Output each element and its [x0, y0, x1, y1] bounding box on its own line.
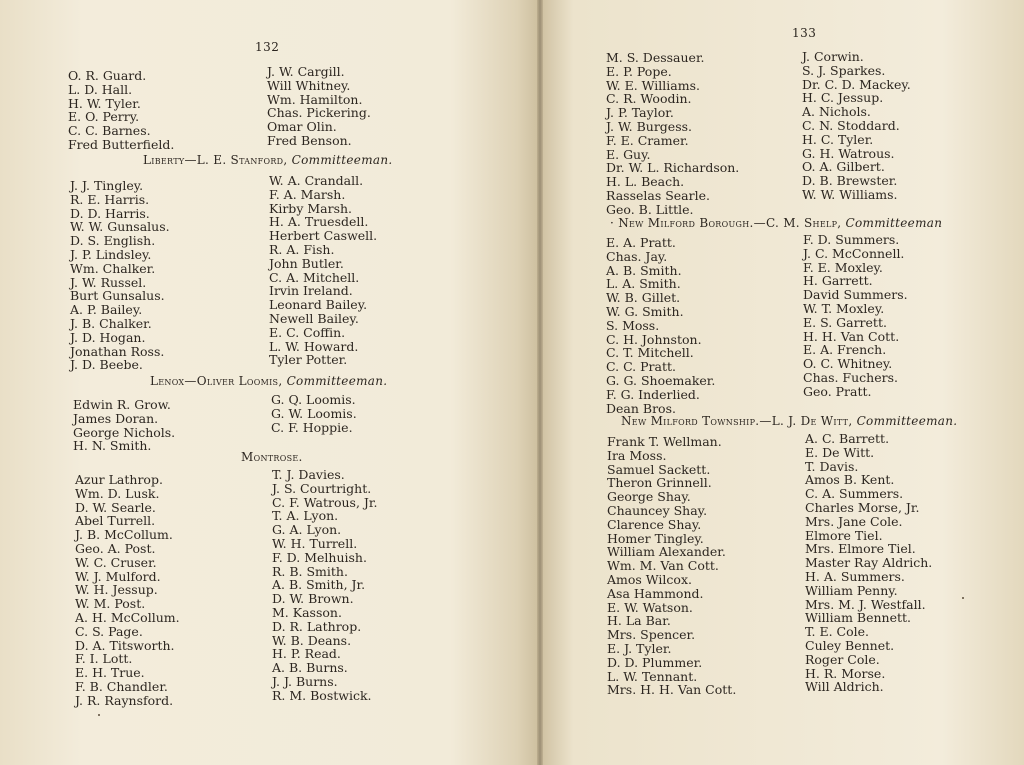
name-entry: J. P. Lindsley. [70, 246, 152, 262]
right-page [540, 0, 1024, 765]
name-entry: George Shay. [607, 489, 691, 505]
name-entry: W. W. Gunsalus. [70, 219, 170, 235]
name-entry: O. A. Gilbert. [802, 159, 885, 175]
name-entry: C. S. Page. [75, 623, 143, 639]
name-entry: G. Q. Loomis. [271, 392, 356, 407]
name-entry: Mrs. Spencer. [607, 627, 696, 643]
name-entry: Leonard Bailey. [269, 297, 368, 313]
name-entry: Tyler Potter. [269, 352, 348, 368]
section-heading-new-milford-borough: · New Milford Borough.—C. M. Shelp, Committeeman [610, 216, 943, 230]
name-entry: W. W. Williams. [802, 186, 898, 202]
name-entry: T. A. Lyon. [272, 508, 339, 524]
name-entry: Kirby Marsh. [269, 200, 353, 216]
name-column [271, 393, 357, 434]
section-heading-lenox: Lenox—Oliver Loomis, Committeeman. [150, 374, 388, 388]
name-entry: D. R. Lathrop. [272, 618, 362, 634]
section-heading-liberty: Liberty—L. E. Stanford, Committeeman. [143, 153, 393, 167]
name-column [272, 468, 377, 703]
name-entry: E. C. Coffin. [269, 324, 346, 340]
name-entry: Abel Turrell. [75, 513, 156, 529]
name-entry: A. C. Barrett. [805, 431, 890, 446]
name-entry: L. D. Hall. [68, 81, 133, 97]
name-entry: A. B. Burns. [272, 660, 348, 676]
name-entry: C. N. Stoddard. [802, 117, 900, 133]
name-entry: Frank T. Wellman. [607, 434, 722, 449]
section-heading-new-milford-township: New Milford Township.—L. J. De Witt, Committeeman. [621, 414, 958, 428]
name-entry: S. J. Sparkes. [802, 62, 886, 78]
name-entry: F. D. Melhuish. [272, 549, 367, 565]
heading-place: New Milford Borough. [618, 216, 754, 230]
name-entry: George Nichols. [73, 424, 176, 440]
name-entry: D. D. Plummer. [607, 654, 703, 670]
ink-speck [98, 714, 100, 716]
name-entry: W. C. Cruser. [75, 554, 157, 570]
section-heading-montrose [241, 450, 303, 464]
name-entry: Burt Gunsalus. [70, 288, 165, 304]
heading-leader: L. J. De Witt, [771, 414, 853, 428]
name-entry: Jonathan Ross. [70, 343, 165, 359]
name-entry: W. T. Moxley. [803, 300, 885, 316]
name-entry: C. F. Watrous, Jr. [272, 494, 378, 510]
name-entry: C. C. Barnes. [68, 123, 151, 139]
name-entry: E. De Witt. [805, 444, 875, 460]
heading-leader: C. M. Shelp, [765, 216, 842, 230]
name-entry: Fred Benson. [267, 132, 352, 148]
name-entry: O. R. Guard. [68, 68, 147, 83]
name-entry: E. A. Pratt. [606, 235, 676, 250]
name-entry: R. A. Fish. [269, 241, 335, 257]
name-entry: J. W. Cargill. [267, 64, 345, 79]
name-entry: H. W. Tyler. [68, 95, 141, 111]
name-entry: J. S. Courtright. [272, 480, 372, 496]
name-entry: D. D. Harris. [70, 205, 150, 221]
name-column [606, 236, 715, 415]
name-entry: Amos Wilcox. [607, 571, 692, 587]
name-entry: J. W. Burgess. [606, 118, 693, 134]
name-entry: E. J. Tyler. [607, 640, 672, 656]
name-entry: J. W. Russel. [70, 274, 147, 290]
name-entry: Geo. A. Post. [75, 540, 156, 556]
name-entry: C. R. Woodin. [606, 91, 692, 107]
name-entry: E. O. Perry. [68, 109, 140, 125]
name-entry: E. S. Garrett. [803, 314, 887, 330]
name-entry: E. A. French. [803, 342, 887, 358]
name-entry: J. C. McConnell. [803, 245, 905, 261]
name-entry: W. H. Jessup. [75, 582, 158, 598]
name-entry: D. A. Titsworth. [75, 637, 175, 653]
name-entry: A. H. McCollum. [75, 609, 180, 625]
name-entry: Wm. Hamilton. [267, 91, 363, 107]
name-entry: Irvin Ireland. [269, 283, 353, 299]
name-entry: James Doran. [73, 410, 159, 426]
name-entry: John Butler. [269, 255, 344, 271]
name-entry: Geo. B. Little. [606, 201, 694, 217]
name-entry: W. M. Post. [75, 596, 146, 612]
name-entry: L. W. Howard. [269, 338, 359, 354]
name-entry: H. H. Van Cott. [803, 328, 900, 344]
name-entry: T. Davis. [805, 458, 859, 474]
name-entry: Mrs. M. J. Westfall. [805, 596, 926, 612]
name-entry: A. P. Bailey. [70, 302, 143, 318]
name-entry: F. E. Moxley. [803, 259, 883, 275]
name-entry: W. B. Deans. [272, 632, 352, 648]
name-entry: H. P. Read. [272, 646, 341, 662]
name-entry: J. J. Burns. [272, 673, 338, 689]
name-entry: Newell Bailey. [269, 310, 359, 326]
heading-leader: L. E. Stanford, [196, 153, 288, 167]
name-entry: Wm. M. Van Cott. [607, 558, 719, 574]
name-column [805, 432, 932, 694]
name-entry: J. P. Taylor. [606, 105, 674, 121]
name-entry: A. Nichols. [802, 104, 871, 120]
name-entry: Chas. Jay. [606, 248, 668, 264]
heading-role: Committeeman. [291, 153, 393, 167]
name-column [803, 233, 908, 399]
name-entry: Master Ray Aldrich. [805, 555, 933, 571]
name-entry: Rasselas Searle. [606, 187, 710, 203]
heading-place: Lenox [150, 374, 185, 388]
name-entry: Charles Morse, Jr. [805, 499, 920, 515]
name-entry: C. H. Johnston. [606, 331, 702, 347]
name-entry: Asa Hammond. [607, 585, 704, 601]
heading-role: Committeeman [845, 216, 943, 230]
name-entry: F. E. Cramer. [606, 132, 689, 148]
name-column [606, 51, 739, 217]
name-entry: Wm. D. Lusk. [75, 485, 160, 501]
page-number: 133 [792, 26, 817, 40]
name-entry: A. B. Smith, Jr. [272, 577, 366, 593]
name-entry: Chauncey Shay. [607, 502, 708, 518]
name-entry: Ira Moss. [607, 447, 667, 463]
name-entry: H. A. Summers. [805, 568, 905, 584]
name-entry: W. H. Turrell. [272, 535, 358, 551]
name-entry: Will Whitney. [267, 77, 351, 93]
name-entry: G. H. Watrous. [802, 145, 895, 161]
name-entry: J. R. Raynsford. [75, 692, 174, 708]
name-entry: David Summers. [803, 287, 908, 303]
name-entry: C. C. Pratt. [606, 359, 676, 375]
name-entry: Mrs. Elmore Tiel. [805, 541, 916, 557]
name-entry: Dean Bros. [606, 400, 676, 416]
name-entry: Homer Tingley. [607, 530, 704, 546]
name-column [802, 50, 911, 202]
name-entry: H. La Bar. [607, 613, 671, 629]
name-entry: C. A. Mitchell. [269, 269, 360, 285]
name-entry: J. B. McCollum. [75, 527, 173, 543]
name-entry: Wm. Chalker. [70, 260, 156, 276]
name-entry: Geo. Pratt. [803, 383, 872, 399]
name-entry: H. C. Tyler. [802, 131, 874, 147]
name-entry: J. Corwin. [802, 49, 864, 64]
name-entry: William Alexander. [607, 544, 726, 560]
name-entry: G. G. Shoemaker. [606, 372, 716, 388]
name-entry: William Penny. [805, 582, 898, 598]
name-entry: C. F. Hoppie. [271, 419, 353, 435]
name-entry: C. A. Summers. [805, 486, 904, 502]
name-entry: H. N. Smith. [73, 438, 152, 454]
name-entry: Elmore Tiel. [805, 527, 883, 543]
name-column [68, 69, 174, 152]
name-column [269, 174, 377, 367]
name-entry: Samuel Sackett. [607, 461, 711, 477]
name-entry: F. B. Chandler. [75, 678, 168, 694]
name-entry: D. W. Searle. [75, 499, 156, 515]
heading-place: New Milford Township. [621, 414, 760, 428]
name-entry: Roger Cole. [805, 651, 880, 667]
name-entry: Herbert Caswell. [269, 228, 378, 244]
name-entry: A. B. Smith. [606, 262, 682, 278]
name-entry: R. E. Harris. [70, 191, 150, 207]
name-entry: F. A. Marsh. [269, 186, 346, 202]
name-entry: William Bennett. [805, 610, 911, 626]
name-entry: D. S. English. [70, 233, 156, 249]
name-entry: H. A. Truesdell. [269, 214, 369, 230]
name-entry: H. R. Morse. [805, 665, 886, 681]
name-entry: W. A. Crandall. [269, 173, 364, 188]
name-entry: S. Moss. [606, 317, 660, 333]
name-entry: W. J. Mulford. [75, 568, 161, 584]
name-entry: E. Guy. [606, 146, 651, 162]
name-entry: J. B. Chalker. [70, 315, 152, 331]
name-entry: R. B. Smith. [272, 563, 348, 579]
name-entry: H. Garrett. [803, 273, 873, 289]
name-entry: J. D. Beebe. [70, 357, 143, 373]
name-entry: M. Kasson. [272, 604, 342, 620]
heading-leader: Oliver Loomis, [196, 374, 283, 388]
name-entry: R. M. Bostwick. [272, 687, 372, 703]
name-entry: W. E. Williams. [606, 77, 700, 93]
name-entry: T. J. Davies. [272, 467, 345, 482]
name-entry: Mrs. Jane Cole. [805, 513, 903, 529]
name-entry: W. B. Gillet. [606, 290, 681, 306]
name-entry: E. H. True. [75, 665, 145, 681]
name-entry: Clarence Shay. [607, 516, 702, 532]
name-entry: T. E. Cole. [805, 624, 869, 640]
name-entry: Will Aldrich. [805, 679, 884, 695]
name-entry: D. B. Brewster. [802, 173, 898, 189]
name-entry: W. G. Smith. [606, 303, 684, 319]
name-column [73, 398, 175, 453]
name-entry: E. W. Watson. [607, 599, 693, 615]
name-entry: H. C. Jessup. [802, 90, 884, 106]
name-entry: Chas. Pickering. [267, 105, 371, 121]
name-entry: Edwin R. Grow. [73, 397, 171, 412]
name-entry: Culey Bennet. [805, 637, 895, 653]
heading-role: Committeeman. [856, 414, 958, 428]
name-column [607, 435, 736, 697]
heading-role: Committeeman. [286, 374, 388, 388]
name-column [75, 473, 180, 708]
name-entry: Theron Grinnell. [607, 475, 712, 491]
name-entry: Fred Butterfield. [68, 136, 175, 152]
name-entry: H. L. Beach. [606, 174, 685, 190]
name-entry: Chas. Fuchers. [803, 369, 898, 385]
name-entry: F. D. Summers. [803, 232, 900, 247]
name-entry: Dr. C. D. Mackey. [802, 76, 911, 92]
name-entry: Amos B. Kent. [805, 472, 895, 488]
name-entry: E. P. Pope. [606, 63, 672, 79]
heading-place: Liberty [143, 153, 185, 167]
name-entry: Mrs. H. H. Van Cott. [607, 682, 737, 698]
name-entry: F. I. Lott. [75, 651, 133, 667]
name-entry: J. J. Tingley. [70, 178, 144, 193]
name-column [70, 179, 170, 372]
name-entry: Dr. W. L. Richardson. [606, 160, 740, 176]
name-entry: G. W. Loomis. [271, 405, 357, 421]
name-entry: L. W. Tennant. [607, 668, 698, 684]
heading-place: Montrose. [241, 450, 303, 464]
name-entry: F. G. Inderlied. [606, 386, 700, 402]
page-number: 132 [255, 40, 280, 54]
name-entry: J. D. Hogan. [70, 329, 146, 345]
name-column [267, 65, 371, 148]
name-entry: G. A. Lyon. [272, 522, 342, 538]
ink-speck [962, 597, 964, 599]
name-entry: C. T. Mitchell. [606, 345, 694, 361]
name-entry: L. A. Smith. [606, 276, 681, 292]
name-entry: M. S. Dessauer. [606, 50, 705, 65]
name-entry: Azur Lathrop. [75, 472, 163, 487]
name-entry: Omar Olin. [267, 119, 337, 135]
name-entry: D. W. Brown. [272, 591, 354, 607]
name-entry: O. C. Whitney. [803, 356, 893, 372]
